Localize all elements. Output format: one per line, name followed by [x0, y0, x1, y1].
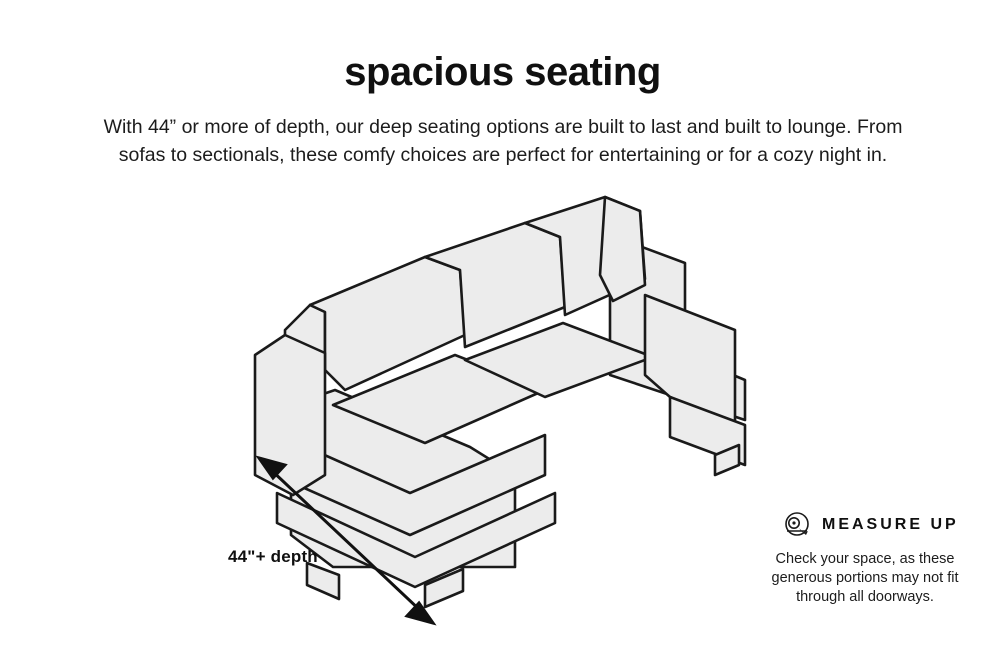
measure-up-note-line-1: Check your space, as these	[775, 551, 955, 567]
measuring-tape-icon	[782, 510, 812, 540]
depth-dimension-label: 44"+ depth	[228, 547, 318, 566]
measure-up-note	[740, 550, 990, 607]
measure-up-note-line-3: through all doorways.	[796, 589, 934, 605]
measure-up-note-line-2: generous portions may not fit	[771, 570, 959, 586]
measure-up-callout	[740, 510, 990, 607]
measure-up-title: MEASURE UP	[822, 516, 959, 533]
measure-up-heading-row	[740, 510, 990, 540]
description-text: With 44” or more of depth, our deep seating options are built to last and built to lounge. From sofas to sectionals, these comfy choices are perfect for entertaining or for a cozy night in.	[103, 116, 903, 166]
page-title: spacious seating	[344, 50, 661, 94]
